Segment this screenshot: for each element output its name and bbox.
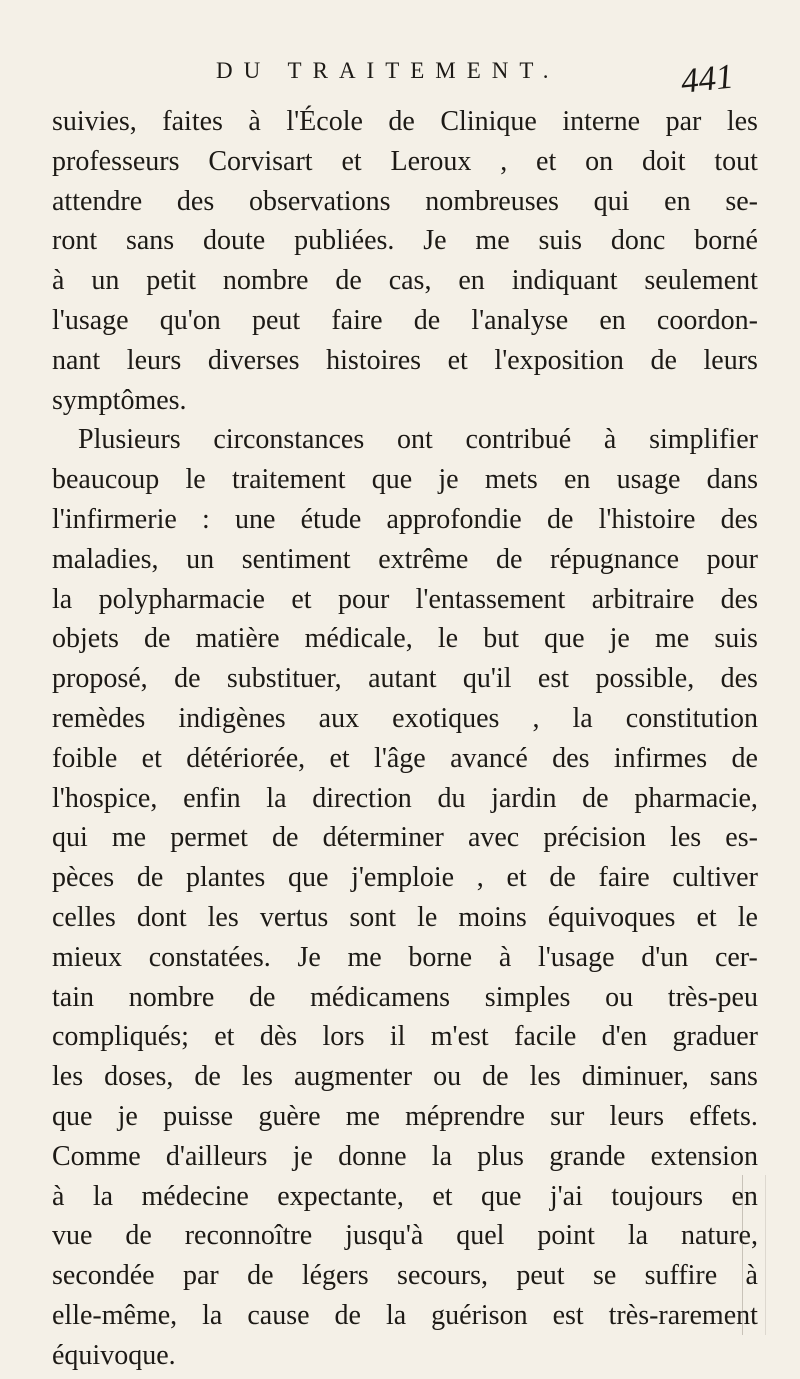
word: graduer (672, 1021, 758, 1053)
word: de (125, 1220, 152, 1252)
word: , (476, 862, 484, 894)
word: de (650, 344, 677, 376)
word: dont (136, 901, 187, 933)
word: la (385, 1299, 407, 1331)
word: constatées. (148, 941, 271, 973)
word: Plusieurs (78, 424, 181, 456)
word: en (731, 1180, 758, 1212)
word: répugnance (549, 543, 680, 575)
word: en (458, 265, 485, 297)
word: borné (694, 225, 758, 257)
word: et (341, 145, 362, 177)
word: j'ai (549, 1180, 583, 1212)
word: professeurs (52, 145, 180, 177)
word: enfin (183, 782, 241, 814)
word: de (247, 1260, 274, 1292)
word: les (207, 901, 239, 933)
text-line (52, 102, 758, 142)
word: jardin (491, 782, 557, 814)
word: l'usage (537, 941, 615, 973)
word: simples (484, 981, 571, 1013)
text-line (52, 1097, 758, 1137)
word: l'exposition (494, 344, 624, 376)
word: de (495, 543, 523, 575)
page-number: 441 (679, 56, 736, 101)
word: et (432, 1180, 453, 1212)
word: l'infirmerie (52, 503, 177, 535)
word: celles (52, 901, 116, 933)
word: dès (259, 1021, 298, 1053)
word: détériorée, (186, 742, 306, 774)
word: sentiment (241, 543, 351, 575)
word: circonstances (213, 424, 365, 456)
word: l'entassement (415, 583, 566, 615)
word: permet (170, 822, 248, 854)
text-line (52, 420, 758, 460)
word: constitution (625, 702, 758, 734)
text-line (52, 739, 758, 779)
word: médicamens (310, 981, 451, 1013)
word: : (201, 503, 210, 535)
word: guérison (431, 1299, 528, 1331)
word: faire (598, 862, 650, 894)
text-line (52, 779, 758, 819)
word: sans (125, 225, 175, 257)
text-line (52, 460, 758, 500)
text-line (52, 978, 758, 1018)
word: les (529, 1061, 561, 1093)
word: Clinique (440, 106, 537, 137)
word: la (92, 1180, 114, 1212)
word: la (627, 1220, 649, 1252)
word: pour (706, 543, 758, 575)
word: un (186, 543, 215, 575)
word: Corvisart (208, 145, 313, 177)
word: jusqu'à (345, 1220, 424, 1252)
word: publiées. (294, 225, 395, 257)
word: qu'on (159, 304, 221, 336)
word: je (438, 464, 459, 496)
word: augmenter (293, 1061, 413, 1093)
word: et (291, 583, 312, 615)
word: diverses (207, 344, 300, 376)
word: pharmacie, (634, 782, 758, 814)
text-line (52, 938, 758, 978)
word: les (52, 1061, 84, 1093)
word: tain (52, 981, 94, 1013)
word: de (482, 1061, 509, 1093)
word: matière (195, 623, 280, 655)
word: , (532, 702, 540, 734)
word: interne (562, 106, 641, 137)
word: est (537, 663, 570, 695)
word: très-rarement (608, 1299, 758, 1331)
word: secours, (397, 1260, 489, 1292)
word: à (52, 265, 65, 297)
word: d'un (641, 941, 689, 973)
word: d'ailleurs (165, 1140, 268, 1172)
word: possible, (595, 663, 695, 695)
word: , (500, 145, 508, 177)
word: usage (616, 464, 681, 496)
word: me (111, 822, 147, 854)
word: un (91, 265, 120, 297)
text-line (52, 182, 758, 222)
text-line (52, 1256, 758, 1296)
word: mieux (52, 941, 122, 973)
word: je (609, 623, 630, 655)
word: sont (349, 901, 397, 933)
text-line (52, 1057, 758, 1097)
word: suis (714, 623, 758, 655)
word: Comme (52, 1140, 141, 1172)
word: de (136, 862, 164, 894)
word: des (720, 503, 758, 535)
text-line (52, 1296, 758, 1336)
word: approfondie (386, 503, 522, 535)
word: de (731, 742, 758, 774)
text-line (52, 659, 758, 699)
text-line (52, 500, 758, 540)
word: de (335, 265, 362, 297)
word: maladies, (52, 543, 159, 575)
word: l'École (286, 106, 363, 137)
word: me (655, 623, 690, 655)
word: coordon- (656, 304, 758, 336)
text-line (52, 221, 758, 261)
word: que (371, 464, 413, 496)
word: doses, (104, 1061, 174, 1093)
text-line: symptômes. (52, 384, 187, 416)
word: le (737, 901, 758, 933)
word: il (389, 1021, 406, 1053)
word: est (552, 1299, 584, 1331)
word: me (345, 1100, 380, 1132)
word: et (141, 742, 162, 774)
word: extrême (378, 543, 469, 575)
word: à (603, 424, 617, 456)
word: des (552, 742, 590, 774)
text-line (52, 540, 758, 580)
word: cer- (714, 941, 758, 973)
word: de (413, 304, 441, 336)
word: les (241, 1061, 273, 1093)
word: dans (706, 464, 758, 496)
word: Je (297, 941, 321, 973)
word: donne (338, 1140, 407, 1172)
word: m'est (430, 1021, 489, 1053)
word: proposé, (52, 663, 148, 695)
word: nombre (222, 265, 309, 297)
word: remèdes (52, 702, 146, 734)
word: de (334, 1299, 361, 1331)
running-title: DU TRAITEMENT. (216, 58, 560, 83)
word: sans (709, 1061, 758, 1093)
word: seulement (644, 265, 758, 297)
text-line (52, 142, 758, 182)
word: de (582, 782, 609, 814)
text-line (52, 818, 758, 858)
word: la (431, 1140, 453, 1172)
text-line (52, 1177, 758, 1217)
text-line (52, 1137, 758, 1177)
word: but (483, 623, 519, 655)
word: direction (312, 782, 412, 814)
word: à (52, 1180, 65, 1212)
word: la (266, 782, 287, 814)
word: objets (52, 623, 119, 655)
word: pour (337, 583, 390, 615)
word: puisse (163, 1100, 234, 1132)
word: en (664, 185, 691, 217)
word: et (214, 1021, 235, 1053)
text-line (52, 858, 758, 898)
word: foible (52, 742, 118, 774)
word: ou (605, 981, 634, 1013)
word: infirmes (613, 742, 708, 774)
word: l'hospice, (52, 782, 158, 814)
word: doute (203, 225, 266, 257)
word: faire (331, 304, 383, 336)
word: sur (550, 1100, 585, 1132)
word: arbitraire (591, 583, 695, 615)
word: diminuer, (581, 1061, 689, 1093)
word: du (437, 782, 466, 814)
word: de (144, 623, 171, 655)
word: à (745, 1260, 758, 1292)
word: pèces (52, 862, 115, 894)
text-line (52, 301, 758, 341)
word: extension (650, 1140, 758, 1172)
word: médecine (141, 1180, 249, 1212)
word: observations (248, 185, 391, 217)
word: ont (396, 424, 433, 456)
word: tout (714, 145, 758, 177)
word: point (537, 1220, 595, 1252)
word: qu'il (462, 663, 512, 695)
text-line (52, 1216, 758, 1256)
word: vue (52, 1220, 93, 1252)
text-line: équivoque. (52, 1339, 176, 1371)
word: de (194, 1061, 221, 1093)
word: vertus (259, 901, 329, 933)
word: et (506, 862, 527, 894)
word: avancé (450, 742, 528, 774)
word: médicale, (304, 623, 413, 655)
word: de (388, 106, 415, 137)
word: es- (725, 822, 758, 854)
word: plus (477, 1140, 524, 1172)
text-line (52, 898, 758, 938)
word: expectante, (277, 1180, 404, 1212)
word: leurs (126, 344, 182, 376)
word: me (475, 225, 510, 257)
word: la (52, 583, 73, 615)
word: leurs (703, 344, 758, 376)
word: simplifier (649, 424, 758, 456)
word: contribué (465, 424, 572, 456)
word: faites (162, 106, 223, 137)
word: qui (52, 822, 88, 854)
word: je (292, 1140, 313, 1172)
word: et (696, 901, 717, 933)
word: mets (484, 464, 538, 496)
word: l'analyse (471, 304, 569, 336)
word: le (437, 623, 459, 655)
word: indiquant (511, 265, 618, 297)
word: traitement (231, 464, 346, 496)
word: la (202, 1299, 223, 1331)
word: en (563, 464, 591, 496)
word: indigènes (178, 702, 286, 734)
word: elle-même, (52, 1299, 178, 1331)
word: se- (725, 185, 758, 217)
text-line (52, 699, 758, 739)
word: cultiver (672, 862, 758, 894)
word: le (417, 901, 438, 933)
word: à (498, 941, 512, 973)
word: cause (247, 1299, 310, 1331)
word: grande (549, 1140, 626, 1172)
word: précision (543, 822, 646, 854)
word: les (726, 106, 758, 137)
word: polypharmacie (98, 583, 265, 615)
word: exotiques (392, 702, 500, 734)
word: l'âge (374, 742, 426, 774)
word: peut (516, 1260, 565, 1292)
page-body (52, 102, 758, 1376)
word: méprendre (405, 1100, 525, 1132)
word: en (599, 304, 626, 336)
word: que (480, 1180, 522, 1212)
text-line (52, 580, 758, 620)
word: nombre (128, 981, 215, 1013)
word: on (585, 145, 614, 177)
word: beaucoup (52, 464, 160, 496)
word: donc (610, 225, 666, 257)
word: j'emploie (351, 862, 455, 894)
text-line (52, 1017, 758, 1057)
word: de (549, 862, 576, 894)
word: peut (251, 304, 301, 336)
word: petit (146, 265, 197, 297)
word: que (544, 623, 585, 655)
word: nature, (680, 1220, 758, 1252)
word: très-peu (667, 981, 758, 1013)
word: ront (52, 225, 98, 257)
word: secondée (52, 1260, 155, 1292)
word: ou (433, 1061, 462, 1093)
word: nombreuses (425, 185, 559, 217)
word: reconnoître (184, 1220, 313, 1252)
word: de (248, 981, 276, 1013)
word: autant (368, 663, 437, 695)
word: et (329, 742, 350, 774)
word: se (592, 1260, 617, 1292)
word: doit (641, 145, 686, 177)
word: des (176, 185, 215, 217)
word: l'histoire (598, 503, 696, 535)
word: le (185, 464, 206, 496)
word: quel (456, 1220, 505, 1252)
word: me (347, 941, 382, 973)
word: substituer, (226, 663, 342, 695)
word: guère (258, 1100, 321, 1132)
word: compliqués; (52, 1021, 189, 1053)
word: je (117, 1100, 138, 1132)
word: plantes (185, 862, 266, 894)
word: et (447, 344, 468, 376)
text-line (52, 619, 758, 659)
word: suivies, (52, 106, 137, 137)
word: lors (322, 1021, 365, 1053)
word: d'en (601, 1021, 648, 1053)
word: avec (467, 822, 520, 854)
word: des (720, 663, 758, 695)
word: équivoques (547, 901, 676, 933)
word: déterminer (322, 822, 444, 854)
word: de (546, 503, 574, 535)
page-edge-mark (742, 1175, 766, 1335)
word: attendre (52, 185, 143, 217)
word: facile (514, 1021, 577, 1053)
word: par (665, 106, 702, 137)
word: toujours (611, 1180, 704, 1212)
word: l'usage (52, 304, 129, 336)
word: cas, (388, 265, 432, 297)
word: moins (458, 901, 527, 933)
word: des (720, 583, 758, 615)
word: de (174, 663, 201, 695)
word: borne (408, 941, 473, 973)
word: Je (423, 225, 447, 257)
word: effets. (689, 1100, 758, 1132)
word: que (287, 862, 329, 894)
word: qui (593, 185, 630, 217)
text-line (52, 261, 758, 301)
text-line (52, 341, 758, 381)
word: à (248, 106, 261, 137)
word: étude (300, 503, 362, 535)
word: par (182, 1260, 219, 1292)
word: la (572, 702, 593, 734)
word: suffire (644, 1260, 718, 1292)
word: une (234, 503, 276, 535)
word: aux (318, 702, 360, 734)
word: nant (52, 344, 101, 376)
word: histoires (326, 344, 422, 376)
word: que (52, 1100, 93, 1132)
word: légers (301, 1260, 369, 1292)
word: leurs (609, 1100, 664, 1132)
word: et (536, 145, 557, 177)
word: les (670, 822, 702, 854)
word: Leroux (390, 145, 472, 177)
word: suis (538, 225, 583, 257)
word: de (272, 822, 299, 854)
